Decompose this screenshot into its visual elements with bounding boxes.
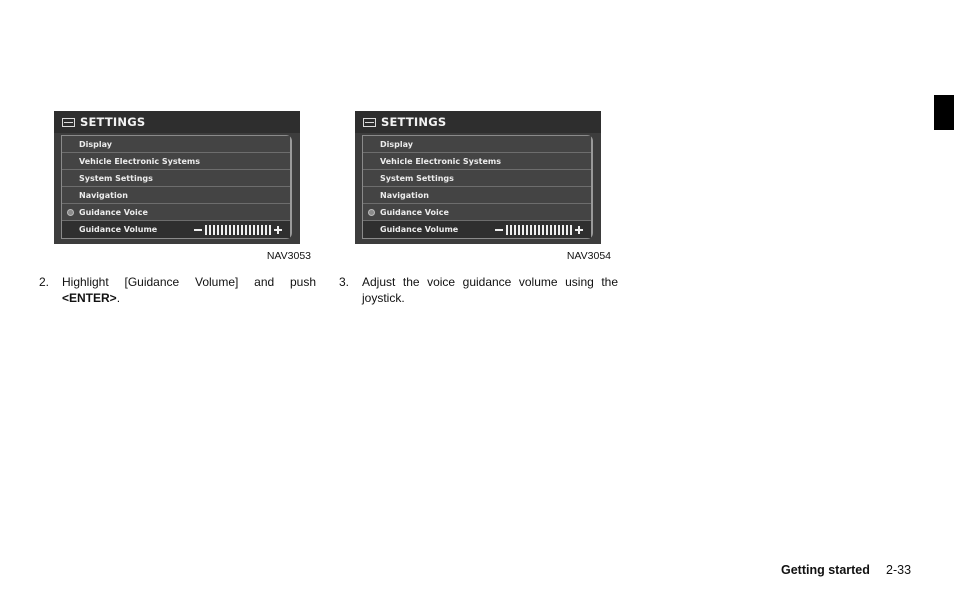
- menu-item-system-settings: System Settings: [62, 170, 290, 187]
- settings-menu: [61, 135, 292, 239]
- step-suffix: .: [116, 291, 121, 305]
- enter-key-label: <ENTER>: [62, 291, 117, 305]
- screen-header: [54, 111, 300, 133]
- settings-menu: [362, 135, 593, 239]
- figure-code-2: NAV3054: [566, 250, 611, 262]
- step-text: Highlight [Guidance Volume] and push: [62, 275, 316, 289]
- settings-screenshot-1: [54, 111, 300, 244]
- step-number: 3.: [339, 275, 350, 289]
- volume-level: [506, 225, 572, 235]
- menu-item-guidance-volume: Guidance Volume: [62, 221, 290, 238]
- menu-item-navigation: Navigation: [363, 187, 591, 204]
- menu-item-guidance-voice: Guidance Voice: [62, 204, 290, 221]
- plus-icon: [575, 226, 583, 234]
- chapter-tab: [934, 95, 954, 130]
- footer-section: Getting started: [781, 563, 870, 577]
- screen-title: SETTINGS: [381, 115, 447, 129]
- page-number: 2-33: [886, 563, 912, 577]
- step-2: [39, 274, 319, 308]
- volume-bar: [495, 224, 583, 235]
- menu-item-display: Display: [62, 136, 290, 153]
- minus-icon: [194, 229, 202, 231]
- settings-screenshot-2: [355, 111, 601, 244]
- menu-item-navigation: Navigation: [62, 187, 290, 204]
- menu-item-guidance-volume: Guidance Volume: [363, 221, 591, 238]
- step-3: [339, 274, 621, 308]
- screen-title: SETTINGS: [80, 115, 146, 129]
- menu-item-guidance-voice: Guidance Voice: [363, 204, 591, 221]
- screen-header: [355, 111, 601, 133]
- menu-item-vehicle-electronic-systems: Vehicle Electronic Systems: [363, 153, 591, 170]
- figure-code-1: NAV3053: [266, 250, 311, 262]
- step-number: 2.: [39, 275, 50, 289]
- step-text-continued: joystick.: [362, 291, 405, 305]
- settings-icon: [62, 118, 75, 127]
- volume-level: [205, 225, 271, 235]
- plus-icon: [274, 226, 282, 234]
- toggle-indicator-icon: [67, 209, 74, 216]
- menu-item-display: Display: [363, 136, 591, 153]
- minus-icon: [495, 229, 503, 231]
- step-text: Adjust the voice guidance volume using the: [362, 275, 618, 289]
- settings-icon: [363, 118, 376, 127]
- menu-item-system-settings: System Settings: [363, 170, 591, 187]
- menu-item-vehicle-electronic-systems: Vehicle Electronic Systems: [62, 153, 290, 170]
- toggle-indicator-icon: [368, 209, 375, 216]
- volume-bar: [194, 224, 282, 235]
